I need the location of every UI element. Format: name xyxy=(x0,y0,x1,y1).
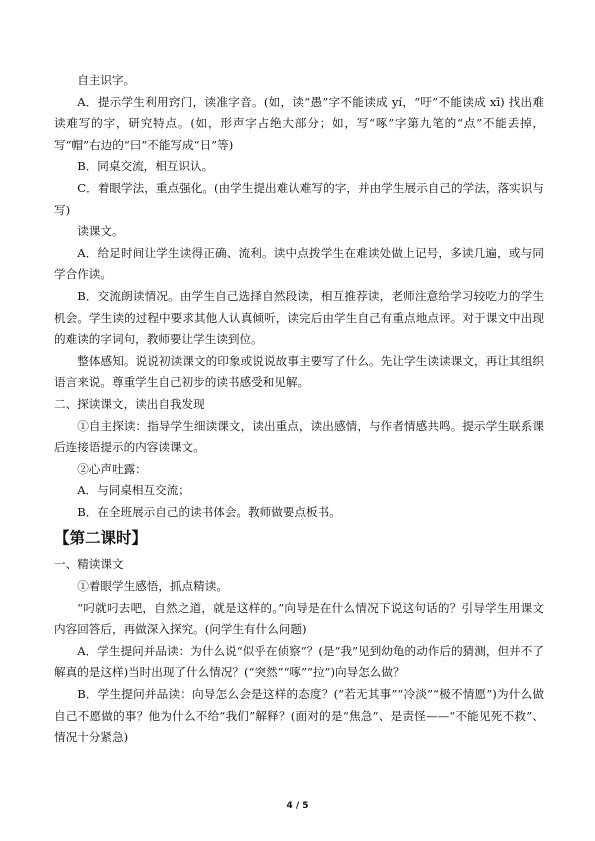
page-content xyxy=(54,70,544,749)
paragraph: A．给足时间让学生读得正确、流利。读中点拨学生在难读处做上记号，多读几遍，或与同学合作读。 xyxy=(54,245,544,282)
paragraph-group-lesson-one xyxy=(54,70,544,523)
paragraph: 二、探读课文，读出自我发现 xyxy=(54,396,205,411)
section-heading: 【第二课时】 xyxy=(54,529,148,548)
paragraph: B．学生提问并品读：向导怎么会是这样的态度？(“若无其事”“冷淡”“极不情愿”)为什么做自己不愿做的事？他为什么不给“我们”解释？(面对的是“焦急”、是责怪——“不能见死不救”、情况十分紧急) xyxy=(54,687,544,745)
paragraph: B．在全班展示自己的读书体会。教师做要点板书。 xyxy=(77,504,341,519)
paragraph: ①着眼学生感悟，抓点精读。 xyxy=(77,579,228,594)
paragraph: A．提示学生利用窍门，读准字音。(如，读“愚”字不能读成 yí，“吁”不能读成 xī) 找出难读难写的字，研究特点。(如，形声字占绝大部分；如，写“啄”字第九笔的“点”不能丢掉，写“帽”右边的“曰”不能写成“日”等) xyxy=(54,94,544,152)
paragraph: B．同桌交流，相互识认。 xyxy=(77,159,214,174)
paragraph: 读课文。 xyxy=(77,224,124,239)
paragraph: “叼就叼去吧，自然之道，就是这样的。”向导是在什么情况下说这句话的？引导学生用课文内容回答后，再做深入探究。(问学生有什么问题) xyxy=(54,600,544,637)
paragraph: 整体感知。说说初读课文的印象或说说故事主要写了什么。先让学生读读课文，再让其组织语言来说。尊重学生自己初步的读书感受和见解。 xyxy=(54,353,544,390)
paragraph: 自主识字。 xyxy=(77,73,136,87)
paragraph: ①自主探读：指导学生细读课文，读出重点，读出感情，与作者情感共鸣。提示学生联系课后连接语提示的内容读课文。 xyxy=(54,418,544,455)
paragraph: ②心声吐露： xyxy=(77,461,147,476)
paragraph: A．学生提问并品读：为什么说“似乎在侦察”？(是“我”见到幼龟的动作后的猜测，但并不了解真的是这样)当时出现了什么情况？(“突然”“啄”“拉”)向导怎么做？ xyxy=(54,643,544,680)
paragraph: C．着眼学法，重点强化。(由学生提出难认难写的字，并由学生展示自己的学法，落实识与写) xyxy=(54,180,544,217)
paragraph-group-lesson-two xyxy=(54,554,544,748)
paragraph: A．与同桌相互交流； xyxy=(77,483,190,498)
paragraph: 一、精读课文 xyxy=(54,557,124,572)
paragraph: B．交流朗读情况。由学生自己选择自然段读，相互推荐读，老师注意给学习较吃力的学生机会。学生读的过程中要求其他人认真倾听，读完后由学生自己有重点地点评。对于课文中出现的难读的字词句，教师要让学生读到位。 xyxy=(54,288,544,347)
page-number: 4 / 5 xyxy=(286,801,309,811)
